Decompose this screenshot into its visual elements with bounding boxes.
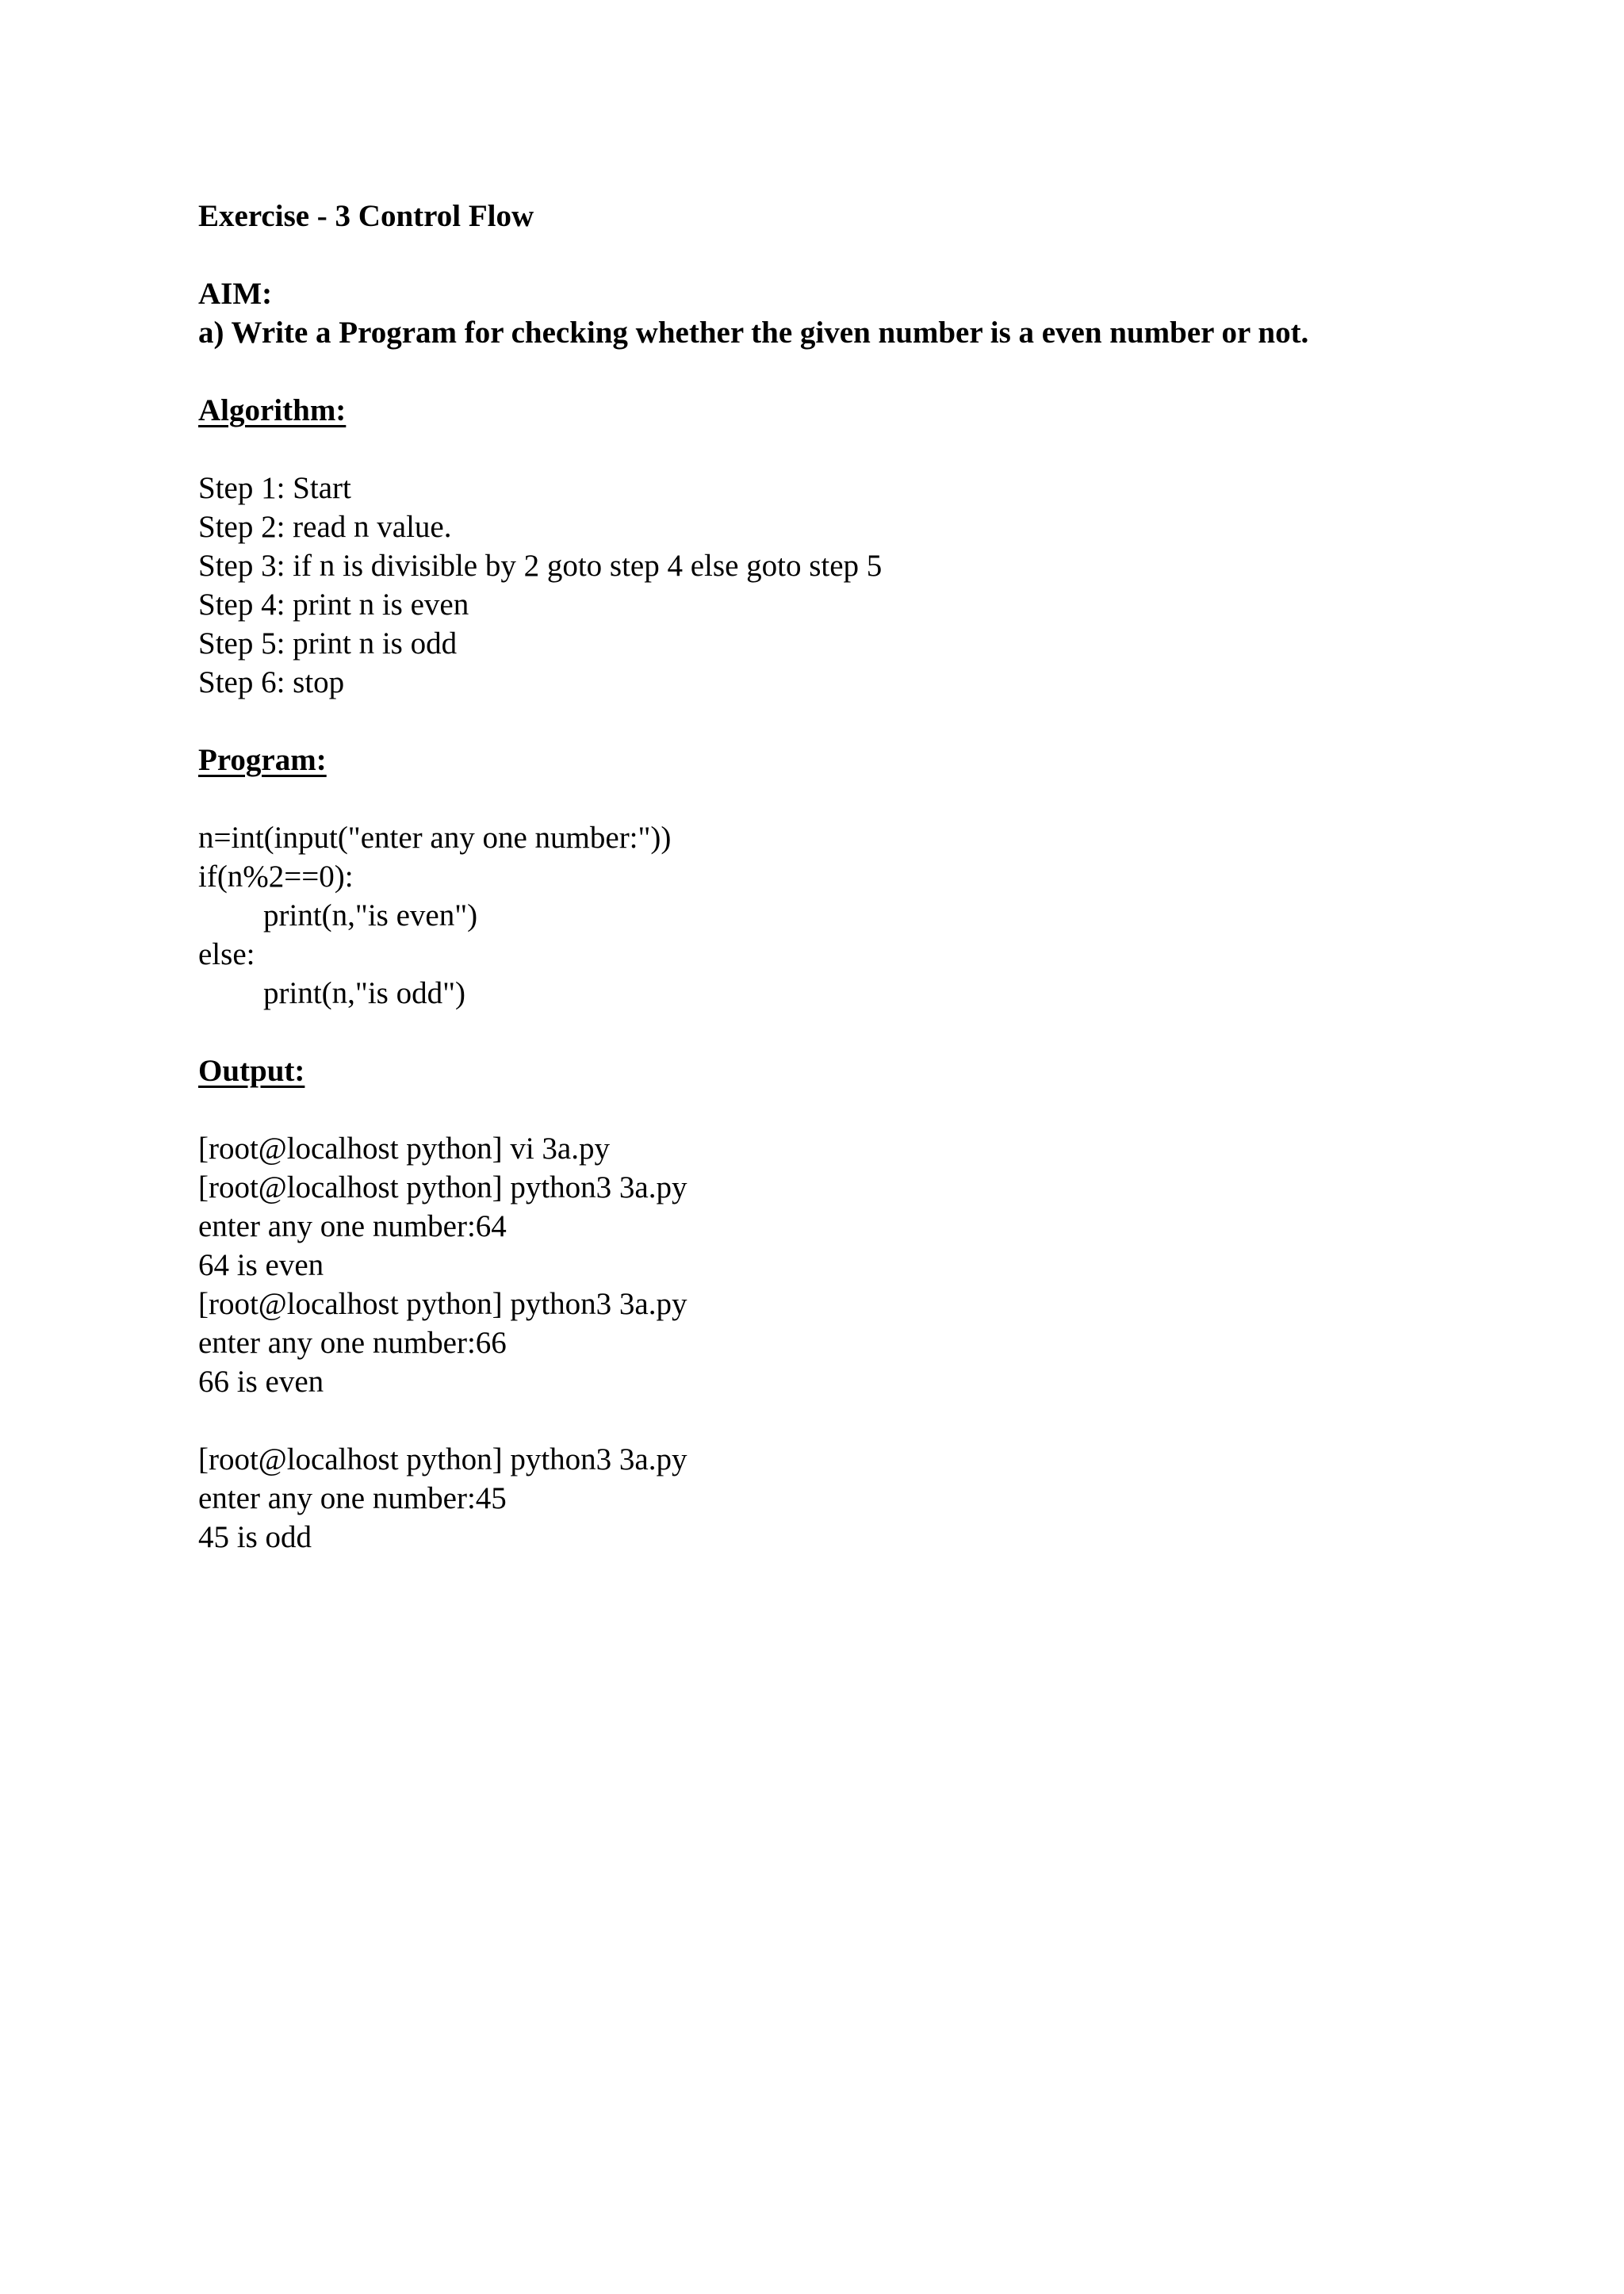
output-line: [root@localhost python] python3 3a.py <box>198 1287 688 1321</box>
exercise-title: Exercise - 3 Control Flow <box>198 199 534 233</box>
output-line: 66 is even <box>198 1365 324 1399</box>
algorithm-step: Step 3: if n is divisible by 2 goto step 4 else goto step 5 <box>198 549 883 583</box>
document-content <box>198 197 1507 1557</box>
algorithm-step: Step 5: print n is odd <box>198 626 458 661</box>
algorithm-step: Step 6: stop <box>198 665 345 699</box>
output-line: enter any one number:45 <box>198 1481 507 1515</box>
output-line: 45 is odd <box>198 1520 312 1554</box>
algorithm-heading: Algorithm: <box>198 393 347 427</box>
program-line: if(n%2==0): <box>198 860 354 894</box>
output-line: [root@localhost python] python3 3a.py <box>198 1442 688 1476</box>
algorithm-step: Step 4: print n is even <box>198 588 469 622</box>
output-line: enter any one number:64 <box>198 1209 507 1243</box>
aim-heading: AIM: <box>198 277 273 311</box>
program-line: print(n,"is odd") <box>263 976 465 1010</box>
output-heading: Output: <box>198 1054 305 1088</box>
algorithm-step: Step 2: read n value. <box>198 510 452 544</box>
program-heading: Program: <box>198 743 327 777</box>
output-line: 64 is even <box>198 1248 324 1282</box>
output-line: [root@localhost python] vi 3a.py <box>198 1132 610 1166</box>
algorithm-step: Step 1: Start <box>198 471 351 505</box>
output-line: enter any one number:66 <box>198 1326 507 1360</box>
program-line: else: <box>198 937 255 971</box>
program-line: print(n,"is even") <box>263 898 478 933</box>
program-line: n=int(input("enter any one number:")) <box>198 821 672 855</box>
output-line: [root@localhost python] python3 3a.py <box>198 1170 688 1204</box>
aim-text: a) Write a Program for checking whether the given number is a even number or not. <box>198 316 1309 350</box>
